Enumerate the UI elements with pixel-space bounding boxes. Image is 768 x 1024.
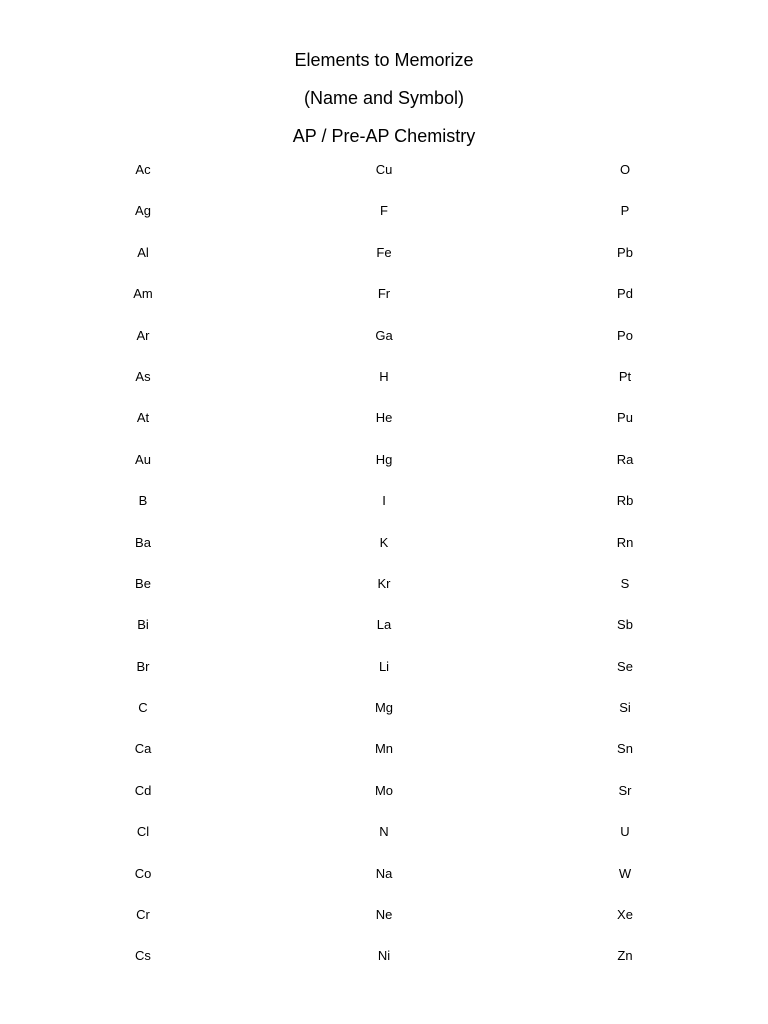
element-symbol: Hg <box>375 451 393 467</box>
element-symbol: Au <box>135 451 151 467</box>
element-symbol: Pb <box>617 244 633 260</box>
element-symbol: Zn <box>617 948 633 964</box>
element-symbol: C <box>138 700 148 716</box>
element-symbol: Co <box>134 865 152 881</box>
element-symbol: Ga <box>375 327 393 343</box>
element-symbol: I <box>382 493 386 509</box>
element-symbol: Al <box>137 244 149 260</box>
element-symbol: Cu <box>375 162 393 177</box>
element-symbol: P <box>620 203 630 219</box>
element-symbol: At <box>136 410 150 426</box>
element-symbol: Sn <box>617 741 633 757</box>
element-symbol: Ca <box>134 741 152 757</box>
element-symbol: Pu <box>617 410 633 426</box>
element-symbol: S <box>620 575 630 591</box>
course-name: AP / Pre-AP Chemistry <box>292 126 476 146</box>
element-symbol: Cs <box>135 948 151 964</box>
element-symbol: Rn <box>616 534 634 550</box>
element-column-3 <box>565 160 685 988</box>
element-symbol: As <box>135 368 151 384</box>
element-symbol: B <box>138 493 148 509</box>
element-symbol: Cd <box>134 782 152 798</box>
element-symbol: Li <box>378 658 390 674</box>
element-symbol: Sr <box>618 782 632 798</box>
element-symbol: Ag <box>135 203 151 219</box>
element-symbol: Sb <box>617 617 633 633</box>
page-subtitle: (Name and Symbol) <box>303 88 465 108</box>
element-symbol: Mg <box>374 700 394 716</box>
element-column-1 <box>83 160 203 988</box>
element-symbol: Mn <box>374 741 394 757</box>
element-symbol: Cl <box>136 824 150 840</box>
element-symbol: Mo <box>374 782 394 798</box>
element-symbol: F <box>380 203 388 219</box>
element-symbol: N <box>379 824 389 840</box>
element-symbol: Br <box>136 658 150 674</box>
element-symbol: Ra <box>616 451 634 467</box>
element-symbol: Rb <box>616 493 634 509</box>
element-symbol: H <box>379 368 389 384</box>
element-symbol: K <box>379 534 389 550</box>
element-symbol: Xe <box>617 907 633 923</box>
element-symbol: Fe <box>376 244 392 260</box>
element-symbol: U <box>620 824 630 840</box>
element-symbol: Cr <box>136 907 150 923</box>
element-symbol: La <box>376 617 392 633</box>
element-symbol: Fr <box>377 286 391 302</box>
element-symbol: He <box>375 410 393 426</box>
element-symbol: Ba <box>135 534 151 550</box>
element-symbol: Pt <box>618 368 632 384</box>
element-column-2 <box>324 160 444 988</box>
element-symbol: W <box>618 865 632 881</box>
element-symbol: Ni <box>377 948 391 964</box>
element-symbol: O <box>619 162 631 177</box>
element-symbol: Si <box>619 700 631 716</box>
element-symbol: Am <box>133 286 153 302</box>
element-symbol: Be <box>135 575 151 591</box>
page-title: Elements to Memorize <box>294 50 474 70</box>
element-symbol: Kr <box>377 575 391 591</box>
element-symbol: Pd <box>617 286 633 302</box>
element-symbol: Ar <box>136 327 150 343</box>
element-symbol: Se <box>617 658 633 674</box>
element-symbol: Na <box>375 865 393 881</box>
element-symbol: Ac <box>135 162 151 177</box>
element-symbol: Bi <box>137 617 149 633</box>
element-symbol: Ne <box>375 907 393 923</box>
element-symbol: Po <box>617 327 633 343</box>
